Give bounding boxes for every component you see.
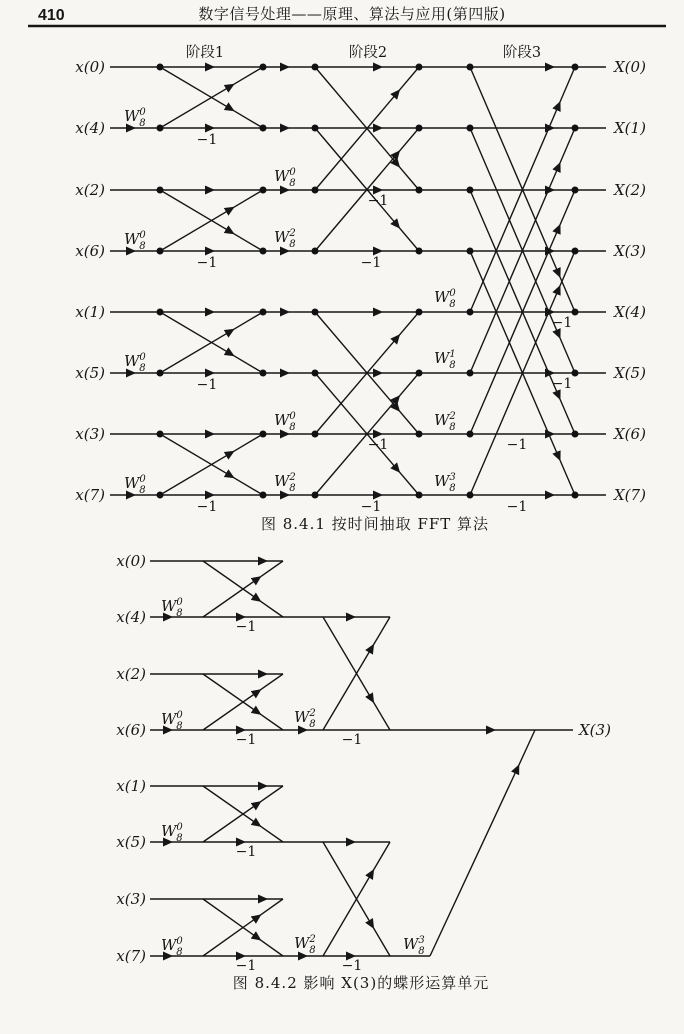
fig2-caption: 图 8.4.2 影响 X(3)的蝶形运算单元 xyxy=(232,974,490,992)
minus-one-label: −1 xyxy=(235,732,257,748)
minus-one-label: −1 xyxy=(196,255,218,271)
header-title: 数字信号处理——原理、算法与应用(第四版) xyxy=(198,5,506,23)
fig2-input-label: x(0) xyxy=(116,552,146,570)
fig1-output-label: X(2) xyxy=(614,181,646,199)
twiddle-label: $W^0$ 8 xyxy=(124,352,146,374)
minus-one-label: −1 xyxy=(360,255,382,271)
fig2-output-label: X(3) xyxy=(579,721,611,739)
fig2-input-label: x(5) xyxy=(116,833,146,851)
fig1-input-label: x(4) xyxy=(75,119,105,137)
twiddle-label: $W^0$ 8 xyxy=(124,230,146,252)
minus-one-label: −1 xyxy=(196,132,218,148)
fig1-signal-flow-lines xyxy=(110,67,606,495)
minus-one-label: −1 xyxy=(506,437,528,453)
fig1-output-label: X(5) xyxy=(614,364,646,382)
twiddle-label: $W^0$ 8 xyxy=(161,710,183,732)
twiddle-label: $W^2$ 8 xyxy=(294,934,316,956)
fig1-output-label: X(0) xyxy=(614,58,646,76)
minus-one-label: −1 xyxy=(196,377,218,393)
minus-one-label: −1 xyxy=(506,499,528,515)
twiddle-label: $W^0$ 8 xyxy=(274,411,296,433)
minus-one-label: −1 xyxy=(235,619,257,635)
minus-one-label: −1 xyxy=(341,732,363,748)
fig1-input-label: x(0) xyxy=(75,58,105,76)
fig2-input-label: x(3) xyxy=(116,890,146,908)
fig1-stage3-label: 阶段3 xyxy=(502,45,542,61)
fig2-input-label: x(1) xyxy=(116,777,146,795)
twiddle-label: $W^0$ 8 xyxy=(124,474,146,496)
fig1-caption: 图 8.4.1 按时间抽取 FFT 算法 xyxy=(260,515,490,533)
fig1-input-label: x(6) xyxy=(75,242,105,260)
twiddle-label: $W^2$ 8 xyxy=(294,708,316,730)
minus-one-label: −1 xyxy=(235,958,257,974)
twiddle-label: $W^0$ 8 xyxy=(124,107,146,129)
fig2-input-label: x(7) xyxy=(116,947,146,965)
fig1-output-label: X(4) xyxy=(614,303,646,321)
minus-one-label: −1 xyxy=(196,499,218,515)
fig2-input-label: x(2) xyxy=(116,665,146,683)
twiddle-label: $W^2$ 8 xyxy=(434,411,456,433)
twiddle-label: $W^0$ 8 xyxy=(434,288,456,310)
fig1-output-label: X(6) xyxy=(614,425,646,443)
twiddle-label: $W^0$ 8 xyxy=(161,597,183,619)
twiddle-label: $W^1$ 8 xyxy=(434,349,456,371)
fig2-input-label: x(4) xyxy=(116,608,146,626)
fig1-stage1-label: 阶段1 xyxy=(185,45,225,61)
page-number: 410 xyxy=(38,7,65,24)
twiddle-label: $W^3$ 8 xyxy=(434,472,456,494)
fig1-output-label: X(3) xyxy=(614,242,646,260)
minus-one-label: −1 xyxy=(367,193,389,209)
fig1-input-label: x(5) xyxy=(75,364,105,382)
twiddle-label: $W^3$ 8 xyxy=(403,935,425,957)
twiddle-label: $W^0$ 8 xyxy=(274,167,296,189)
minus-one-label: −1 xyxy=(235,844,257,860)
fig1-input-label: x(3) xyxy=(75,425,105,443)
twiddle-label: $W^2$ 8 xyxy=(274,472,296,494)
fig1-output-label: X(1) xyxy=(614,119,646,137)
minus-one-label: −1 xyxy=(367,437,389,453)
fig1-input-label: x(1) xyxy=(75,303,105,321)
fig2-input-label: x(6) xyxy=(116,721,146,739)
fig1-input-label: x(7) xyxy=(75,486,105,504)
minus-one-label: −1 xyxy=(551,376,573,392)
minus-one-label: −1 xyxy=(341,958,363,974)
minus-one-label: −1 xyxy=(551,315,573,331)
fig1-input-label: x(2) xyxy=(75,181,105,199)
twiddle-label: $W^0$ 8 xyxy=(161,822,183,844)
fig1-stage2-label: 阶段2 xyxy=(348,45,388,61)
fig1-output-label: X(7) xyxy=(614,486,646,504)
twiddle-label: $W^0$ 8 xyxy=(161,936,183,958)
fig2-signal-flow-lines xyxy=(150,561,573,956)
twiddle-label: $W^2$ 8 xyxy=(274,228,296,250)
minus-one-label: −1 xyxy=(360,499,382,515)
